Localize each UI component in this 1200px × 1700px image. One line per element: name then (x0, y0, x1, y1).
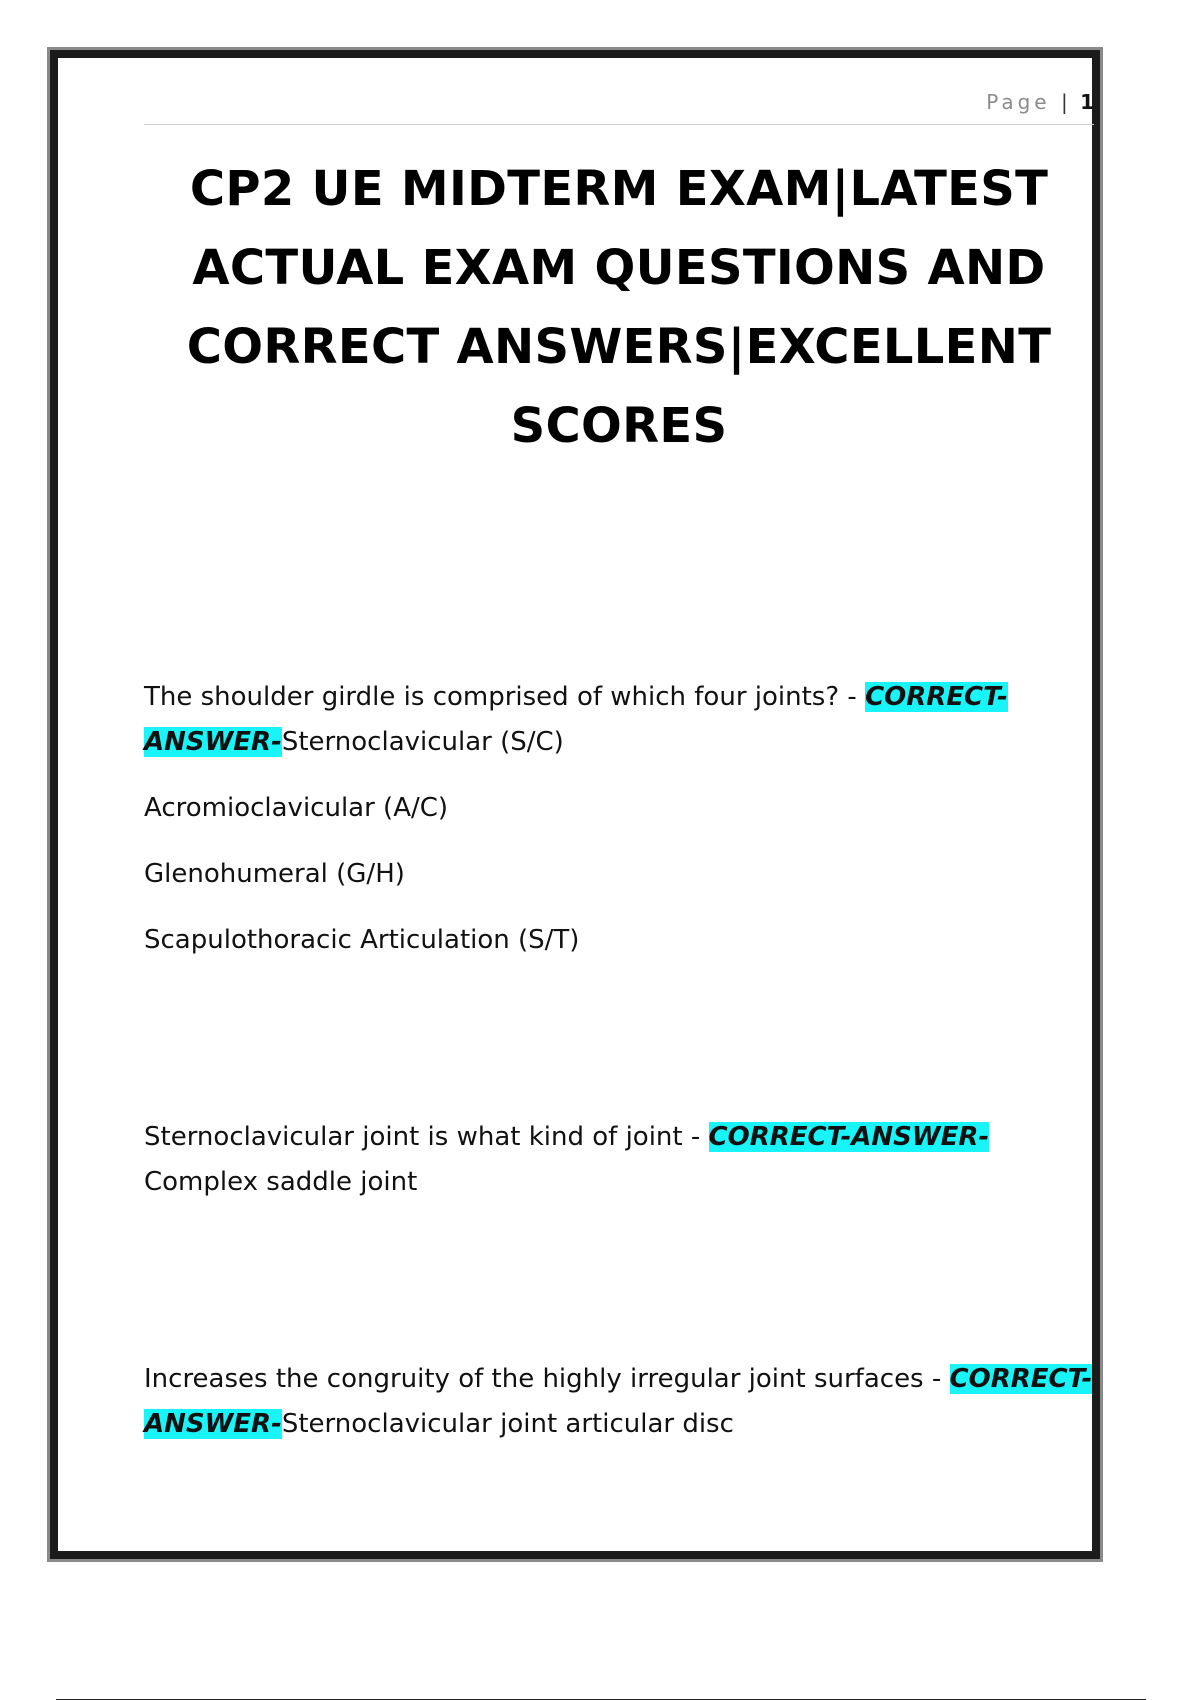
page-label: Page (986, 90, 1051, 114)
answer-line: Acromioclavicular (A/C) (144, 793, 449, 823)
page-frame (50, 50, 1100, 1559)
page-number: 1 (1080, 90, 1094, 114)
answer-text: Complex saddle joint (144, 1167, 418, 1197)
qa-paragraph (144, 675, 1094, 765)
answer-line: Scapulothoracic Articulation (S/T) (144, 925, 580, 955)
qa-paragraph (144, 1357, 1094, 1447)
correct-answer-marker: CORRECT-ANSWER- (144, 1364, 1093, 1439)
correct-answer-marker: CORRECT-ANSWER- (144, 682, 1008, 757)
qa-paragraph (144, 1115, 1094, 1205)
correct-answer-marker: CORRECT-ANSWER- (708, 1122, 990, 1152)
page-separator: | (1060, 90, 1068, 114)
answer-text: Sternoclavicular joint articular disc (281, 1409, 734, 1439)
answer-line: Glenohumeral (G/H) (144, 859, 405, 889)
document-title: CP2 UE MIDTERM EXAM|LATEST ACTUAL EXAM QUESTIONS AND CORRECT ANSWERS|EXCELLENT SCORES (186, 161, 1052, 454)
answer-text: Sternoclavicular (S/C) (281, 727, 564, 757)
qa-item (144, 1115, 1094, 1205)
question-text: Sternoclavicular joint is what kind of joint - (144, 1122, 709, 1152)
page-header (144, 80, 1094, 125)
qa-item (144, 1357, 1094, 1447)
question-text: The shoulder girdle is comprised of which four joints? - (144, 682, 866, 712)
qa-item (144, 675, 1094, 963)
question-text: Increases the congruity of the highly irregular joint surfaces - (144, 1364, 950, 1394)
